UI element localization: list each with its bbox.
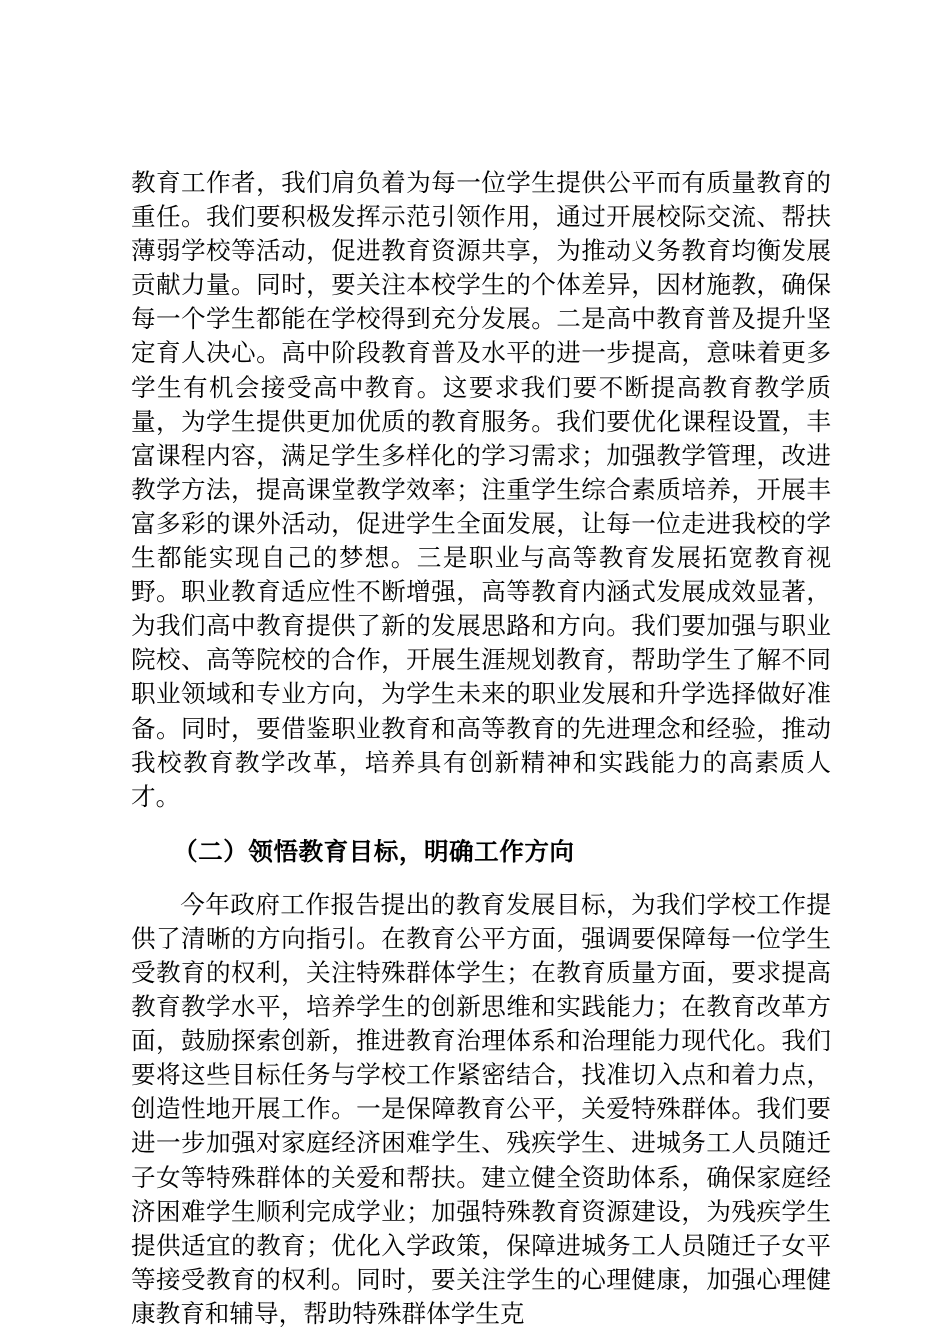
body-paragraph-2: 今年政府工作报告提出的教育发展目标，为我们学校工作提供了清晰的方向指引。在教育公平方面，强调要保障每一位学生受教育的权利，关注特殊群体学生；在教育质量方面，要求提高教育教学水平，培养学生的创新思维和实践能力；在教育改革方面，鼓励探索创新，推进教育治理体系和治理能力现代化。我们要将这些目标任务与学校工作紧密结合，找准切入点和着力点，创造性地开展工作。一是保障教育公平，关爱特殊群体。我们要进一步加强对家庭经济困难学生、残疾学生、进城务工人员随迁子女等特殊群体的关爱和帮扶。建立健全资助体系，确保家庭经济困难学生顺利完成学业；加强特殊教育资源建设，为残疾学生提供适宜的教育；优化入学政策，保障进城务工人员随迁子女平等接受教育的权利。同时，要关注学生的心理健康，加强心理健康教育和辅导，帮助特殊群体学生克 [131, 889, 831, 1328]
document-body [131, 166, 831, 1331]
body-paragraph-1: 教育工作者，我们肩负着为每一位学生提供公平而有质量教育的重任。我们要积极发挥示范引领作用，通过开展校际交流、帮扶薄弱学校等活动，促进教育资源共享，为推动义务教育均衡发展贡献力量。同时，要关注本校学生的个体差异，因材施教，确保每一个学生都能在学校得到充分发展。二是高中教育普及提升坚定育人决心。高中阶段教育普及水平的进一步提高，意味着更多学生有机会接受高中教育。这要求我们要不断提高教育教学质量，为学生提供更加优质的教育服务。我们要优化课程设置，丰富课程内容，满足学生多样化的学习需求；加强教学管理，改进教学方法，提高课堂教学效率；注重学生综合素质培养，开展丰富多彩的课外活动，促进学生全面发展，让每一位走进我校的学生都能实现自己的梦想。三是职业与高等教育发展拓宽教育视野。职业教育适应性不断增强，高等教育内涵式发展成效显著，为我们高中教育提供了新的发展思路和方向。我们要加强与职业院校、高等院校的合作，开展生涯规划教育，帮助学生了解不同职业领域和专业方向，为学生未来的职业发展和升学选择做好准备。同时，要借鉴职业教育和高等教育的先进理念和经验，推动我校教育教学改革，培养具有创新精神和实践能力的高素质人才。 [131, 168, 831, 811]
section-heading: （二）领悟教育目标，明确工作方向 [173, 836, 575, 866]
